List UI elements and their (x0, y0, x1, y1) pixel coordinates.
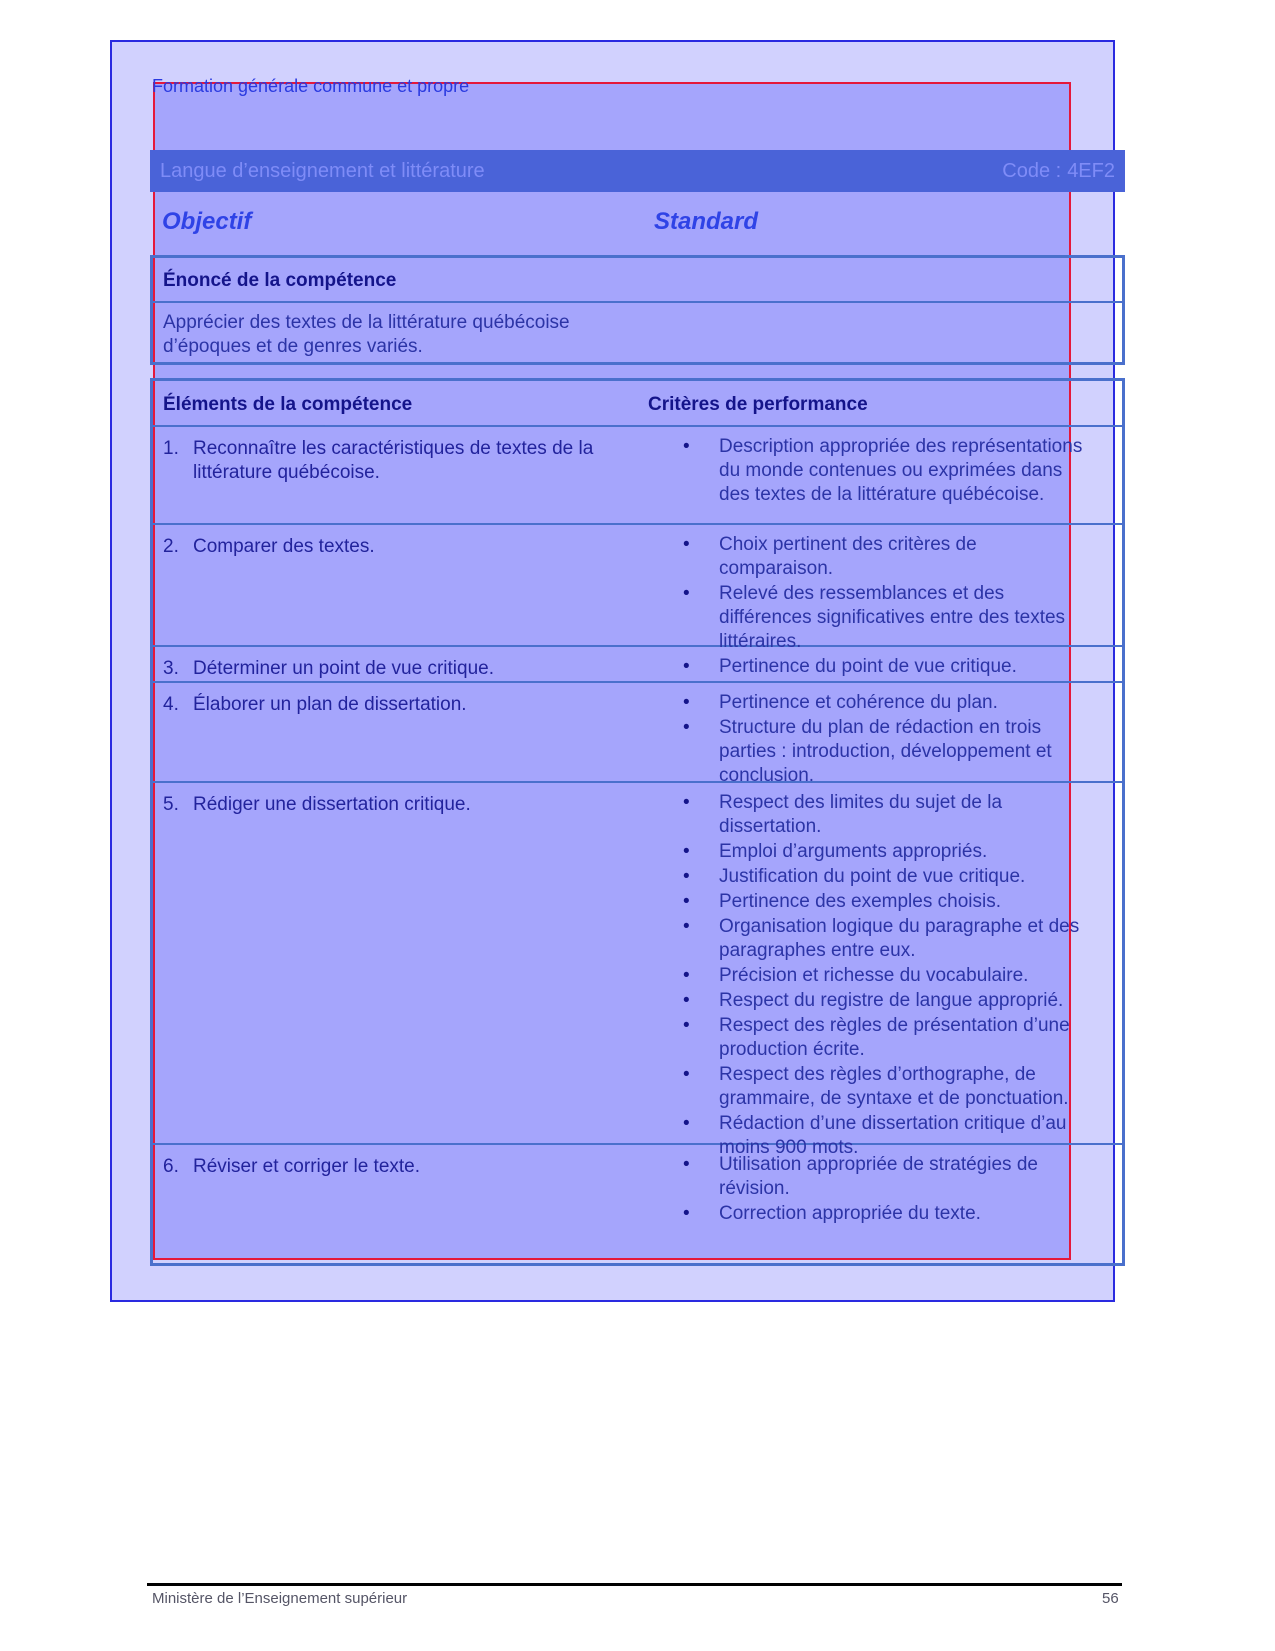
element-number: 2. (163, 536, 179, 557)
criteria-text: Pertinence du point de vue critique. (719, 656, 1017, 677)
element-cell (163, 1155, 623, 1179)
criteria-cell (683, 533, 1093, 655)
code-label: Code : (1002, 159, 1062, 182)
criteria-item (683, 791, 1093, 839)
criteria-item (683, 840, 1093, 864)
criteria-text: Choix pertinent des critères de comparaison. (719, 534, 977, 579)
bullet-icon: • (683, 965, 690, 986)
element-cell (163, 693, 623, 717)
criteria-text: Précision et richesse du vocabulaire. (719, 965, 1029, 986)
table-row (153, 647, 1122, 683)
elements-column-heading: Éléments de la compétence (163, 394, 413, 415)
criteria-item (683, 655, 1093, 679)
bullet-icon: • (683, 534, 690, 555)
bullet-icon: • (683, 990, 690, 1011)
element-text: Rédiger une dissertation critique. (193, 794, 471, 815)
element-text: Réviser et corriger le texte. (193, 1156, 421, 1177)
bullet-icon: • (683, 583, 690, 604)
criteria-cell (683, 655, 1093, 680)
criteria-text: Pertinence des exemples choisis. (719, 891, 1001, 912)
subject-title: Langue d’enseignement et littérature (160, 159, 485, 182)
bullet-icon: • (683, 891, 690, 912)
elements-table-rows (153, 427, 1122, 1224)
elements-table (150, 378, 1125, 1266)
criteria-cell (683, 791, 1093, 1161)
criteria-item (683, 989, 1093, 1013)
bullet-icon: • (683, 717, 690, 738)
criteria-column-heading: Critères de performance (648, 394, 868, 415)
element-text: Reconnaître les caractéristiques de textes de la littérature québécoise. (193, 438, 594, 483)
element-cell (163, 657, 623, 681)
element-text: Comparer des textes. (193, 536, 375, 557)
criteria-text: Respect du registre de langue approprié. (719, 990, 1064, 1011)
criteria-item (683, 865, 1093, 889)
element-number: 1. (163, 438, 179, 459)
element-text: Élaborer un plan de dissertation. (193, 694, 467, 715)
criteria-text: Justification du point de vue critique. (719, 866, 1026, 887)
criteria-item (683, 533, 1093, 581)
element-number: 5. (163, 794, 179, 815)
bullet-icon: • (683, 1154, 690, 1175)
criteria-text: Structure du plan de rédaction en trois parties : introduction, développement et conclusion. (719, 717, 1052, 786)
page-number: 56 (1102, 1590, 1119, 1607)
criteria-item (683, 1202, 1093, 1226)
element-cell (163, 793, 623, 817)
bullet-icon: • (683, 1203, 690, 1224)
table-row (153, 683, 1122, 786)
elements-table-header (153, 381, 1122, 427)
criteria-item (683, 1063, 1093, 1111)
criteria-cell (683, 435, 1093, 508)
element-cell (163, 437, 623, 485)
element-number: 6. (163, 1156, 179, 1177)
criteria-text: Rédaction d’une dissertation critique d’au moins 900 mots. (719, 1113, 1067, 1158)
bullet-icon: • (683, 866, 690, 887)
element-number: 3. (163, 658, 179, 679)
criteria-cell (683, 691, 1093, 789)
criteria-text: Respect des limites du sujet de la dissertation. (719, 792, 1003, 837)
enonce-table (150, 255, 1125, 365)
footer-rule (147, 1583, 1122, 1586)
criteria-text: Correction appropriée du texte. (719, 1203, 981, 1224)
criteria-item (683, 890, 1093, 914)
table-row (153, 783, 1122, 1158)
criteria-cell (683, 1153, 1093, 1227)
criteria-item (683, 1014, 1093, 1062)
criteria-text: Respect des règles d’orthographe, de grammaire, de syntaxe et de ponctuation. (719, 1064, 1069, 1109)
element-number: 4. (163, 694, 179, 715)
criteria-item (683, 435, 1093, 507)
element-text: Déterminer un point de vue critique. (193, 658, 494, 679)
footer-ministry: Ministère de l’Enseignement supérieur (152, 1590, 408, 1607)
table-row (153, 525, 1122, 652)
criteria-text: Respect des règles de présentation d’une production écrite. (719, 1015, 1070, 1060)
bullet-icon: • (683, 656, 690, 677)
element-cell (163, 535, 623, 559)
table-row (153, 427, 1122, 525)
bullet-icon: • (683, 1064, 690, 1085)
table-row (153, 1145, 1122, 1224)
standard-label: Standard (654, 208, 759, 235)
bullet-icon: • (683, 1015, 690, 1036)
criteria-text: Relevé des ressemblances et des différences significatives entre des textes littéraires. (719, 583, 1066, 652)
criteria-text: Utilisation appropriée de stratégies de révision. (719, 1154, 1038, 1199)
bullet-icon: • (683, 1113, 690, 1134)
bullet-icon: • (683, 436, 690, 457)
enonce-text: Apprécier des textes de la littérature québécoise d’époques et de genres variés. (163, 312, 570, 357)
criteria-text: Organisation logique du paragraphe et des paragraphes entre eux. (719, 916, 1080, 961)
criteria-item (683, 691, 1093, 715)
bullet-icon: • (683, 792, 690, 813)
criteria-item (683, 964, 1093, 988)
code-value: 4EF2 (1067, 159, 1115, 182)
criteria-text: Description appropriée des représentations du monde contenues ou exprimées dans des textes de la littérature québécoise. (719, 436, 1083, 505)
title-band (150, 150, 1125, 192)
bullet-icon: • (683, 916, 690, 937)
criteria-item (683, 1153, 1093, 1201)
bullet-icon: • (683, 841, 690, 862)
objectif-label: Objectif (162, 208, 252, 235)
criteria-item (683, 716, 1093, 788)
bullet-icon: • (683, 692, 690, 713)
criteria-text: Emploi d’arguments appropriés. (719, 841, 988, 862)
criteria-item (683, 915, 1093, 963)
enonce-heading: Énoncé de la compétence (153, 258, 1122, 303)
header-note: Formation générale commune et propre (152, 76, 470, 96)
criteria-text: Pertinence et cohérence du plan. (719, 692, 998, 713)
criteria-item (683, 582, 1093, 654)
